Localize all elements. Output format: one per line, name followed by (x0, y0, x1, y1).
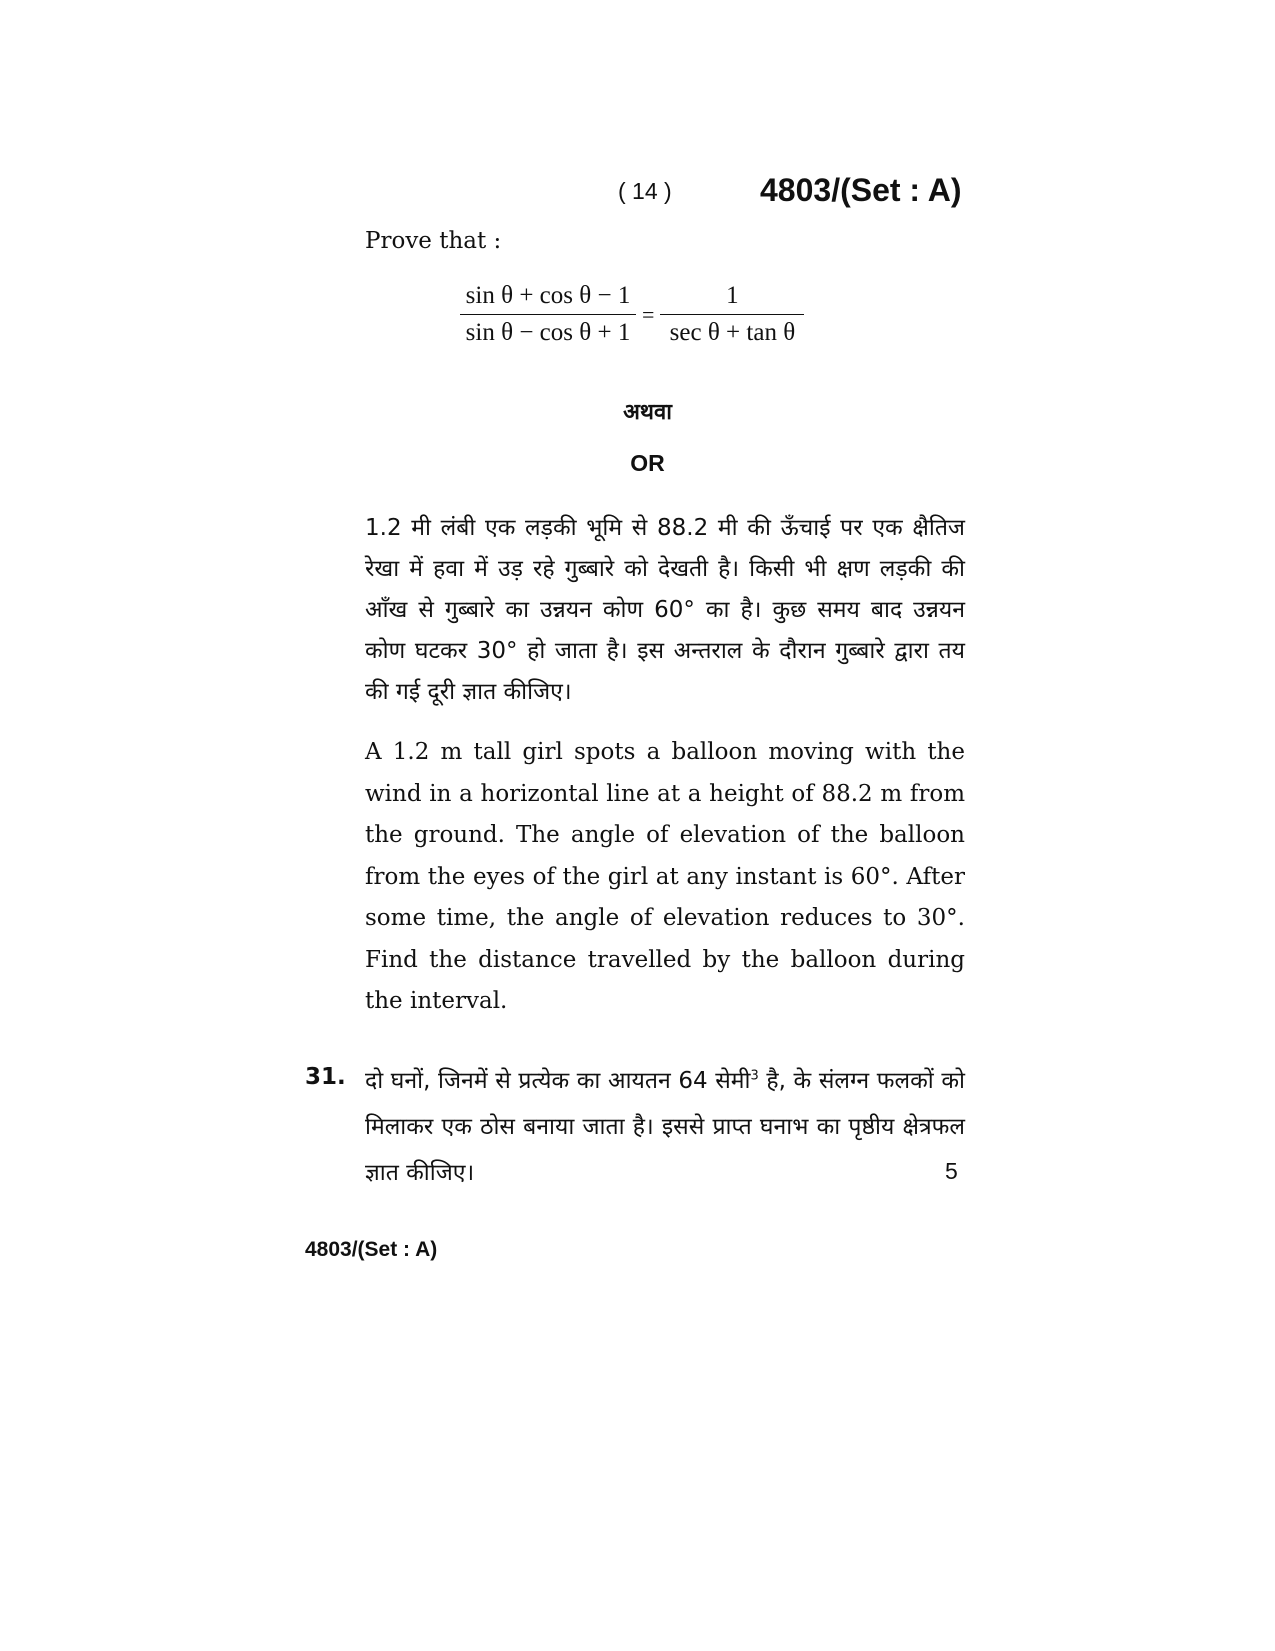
or-hindi: अथवा (623, 400, 672, 425)
cubic-superscript: 3 (750, 1068, 759, 1084)
question-marks: 5 (945, 1158, 958, 1184)
footer-set-label: 4803/(Set : A) (305, 1238, 438, 1261)
question-31-text-part2: है, के संलग्न फलकों को मिलाकर एक ठोस बनाया जाता है। इससे प्राप्त घनाभ का पृष्ठीय क्षेत्रफल ज्ञात कीजिए। (365, 1068, 965, 1186)
question-31-text-part1: दो घनों, जिनमें से प्रत्येक का आयतन 64 सेमी (365, 1068, 751, 1094)
set-header: 4803/(Set : A) (760, 172, 962, 208)
prove-label: Prove that : (365, 228, 502, 254)
question-31-text (365, 1058, 965, 1196)
alternative-question-english: A 1.2 m tall girl spots a balloon moving with the wind in a horizontal line at a height of 88.2 m from the ground. The angle of elevation of the balloon from the eyes of the girl at any instant is 60°. After some time, the angle of elevation reduces to 30°. Find the distance travelled by the balloon during the interval. (365, 739, 965, 1014)
equals-sign: = (642, 301, 655, 327)
or-english: OR (630, 450, 665, 476)
alternative-question-hindi: 1.2 मी लंबी एक लड़की भूमि से 88.2 मी की ऊँचाई पर एक क्षैतिज रेखा में हवा में उड़ रहे गुब्बारे को देखती है। किसी भी क्षण लड़की की आँख से गुब्बारे का उन्नयन कोण 60° का है। कुछ समय बाद उन्नयन कोण घटकर 30° हो जाता है। इस अन्तराल के दौरान गुब्बारे द्वारा तय की गई दूरी ज्ञात कीजिए। (365, 515, 965, 705)
lhs-denominator: sin θ − cos θ + 1 (465, 319, 631, 346)
rhs-numerator: 1 (660, 282, 804, 315)
rhs-denominator: sec θ + tan θ (669, 319, 796, 346)
identity-equation (460, 282, 804, 347)
lhs-fraction (460, 282, 636, 347)
question-number: 31. (305, 1064, 346, 1090)
lhs-numerator: sin θ + cos θ − 1 (460, 282, 636, 315)
page-number: ( 14 ) (618, 178, 672, 204)
rhs-fraction (660, 282, 804, 347)
